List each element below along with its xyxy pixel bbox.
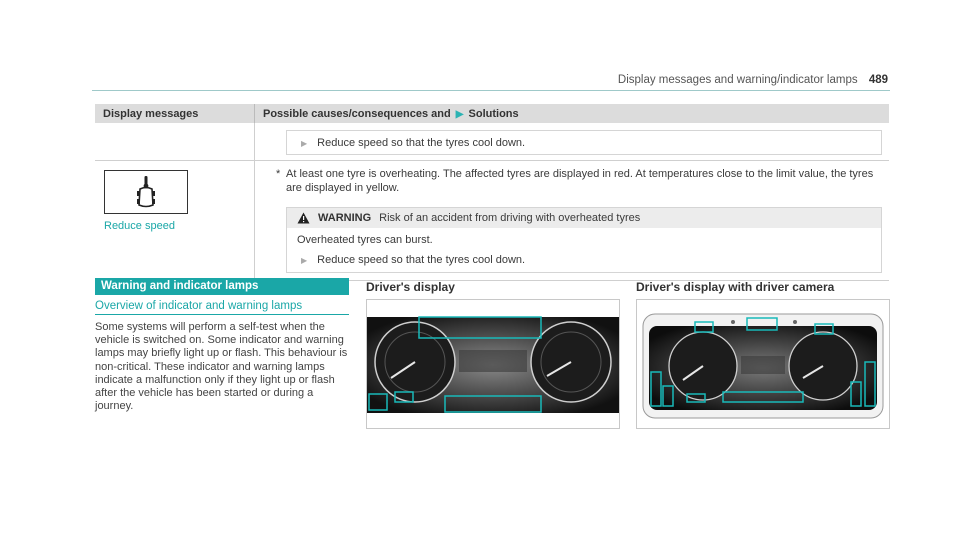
row1-cell: [255, 123, 890, 161]
warning-body: Overheated tyres can burst.: [297, 234, 433, 246]
solution-box: [286, 130, 882, 155]
page-header: [618, 74, 888, 86]
warning-title: WARNING: [318, 212, 372, 224]
header-divider: [92, 90, 890, 91]
header-title: Display messages and warning/indicator lamps: [617, 74, 858, 86]
table-header-row: [95, 104, 889, 123]
message-cell: [95, 161, 255, 281]
section-title: Warning and indicator lamps: [95, 278, 349, 295]
step-arrow-icon: ▶: [301, 255, 308, 265]
cause-text: At least one tyre is overheating. The affected tyres are displayed in red. At temperatures close to the limit value, the tyres are displayed in yellow.: [286, 168, 874, 194]
bullet-marker: *: [276, 168, 281, 180]
message-label: Reduce speed: [104, 220, 175, 232]
empty-cell: [95, 123, 255, 161]
step-text: Reduce speed so that the tyres cool down.: [317, 254, 526, 266]
drivers-display-figure: [366, 299, 620, 429]
tyre-temperature-icon: [104, 170, 188, 214]
table-row: [95, 123, 889, 161]
solution-step: [287, 252, 881, 272]
drivers-display-camera-figure: [636, 299, 890, 429]
warning-text: Risk of an accident from driving with overheated tyres: [379, 212, 641, 224]
col-display-messages: Display messages: [95, 104, 255, 123]
section-subtitle: Overview of indicator and warning lamps: [95, 300, 349, 315]
warning-triangle-icon: [297, 212, 310, 224]
right-panel-title: Driver's display with driver camera: [636, 280, 835, 294]
section-paragraph: Some systems will perform a self-test when the vehicle is switched on. Some indicator and warning lamps may briefly light up or flash. This behaviour is non-critical. These indicator and warning lamps indicate a malfunction only if they light up or flash after the vehicle has been started or during a journey.: [95, 321, 348, 413]
warning-box: [286, 207, 882, 273]
messages-table: [95, 104, 889, 281]
page-number: 489: [868, 74, 888, 86]
col-causes: [255, 104, 890, 123]
warning-header: [287, 208, 881, 228]
cause-bullet: [256, 162, 888, 197]
solution-step: [287, 131, 881, 154]
play-arrow-icon: ▶: [455, 108, 464, 120]
table-row: [95, 161, 889, 281]
col-solutions-label: Solutions: [468, 107, 519, 120]
col-causes-label: Possible causes/consequences and: [263, 107, 451, 120]
step-text: Reduce speed so that the tyres cool down.: [317, 137, 526, 149]
step-arrow-icon: ▶: [301, 138, 308, 148]
row2-cell: [255, 161, 890, 281]
left-panel-title: Driver's display: [366, 280, 455, 294]
